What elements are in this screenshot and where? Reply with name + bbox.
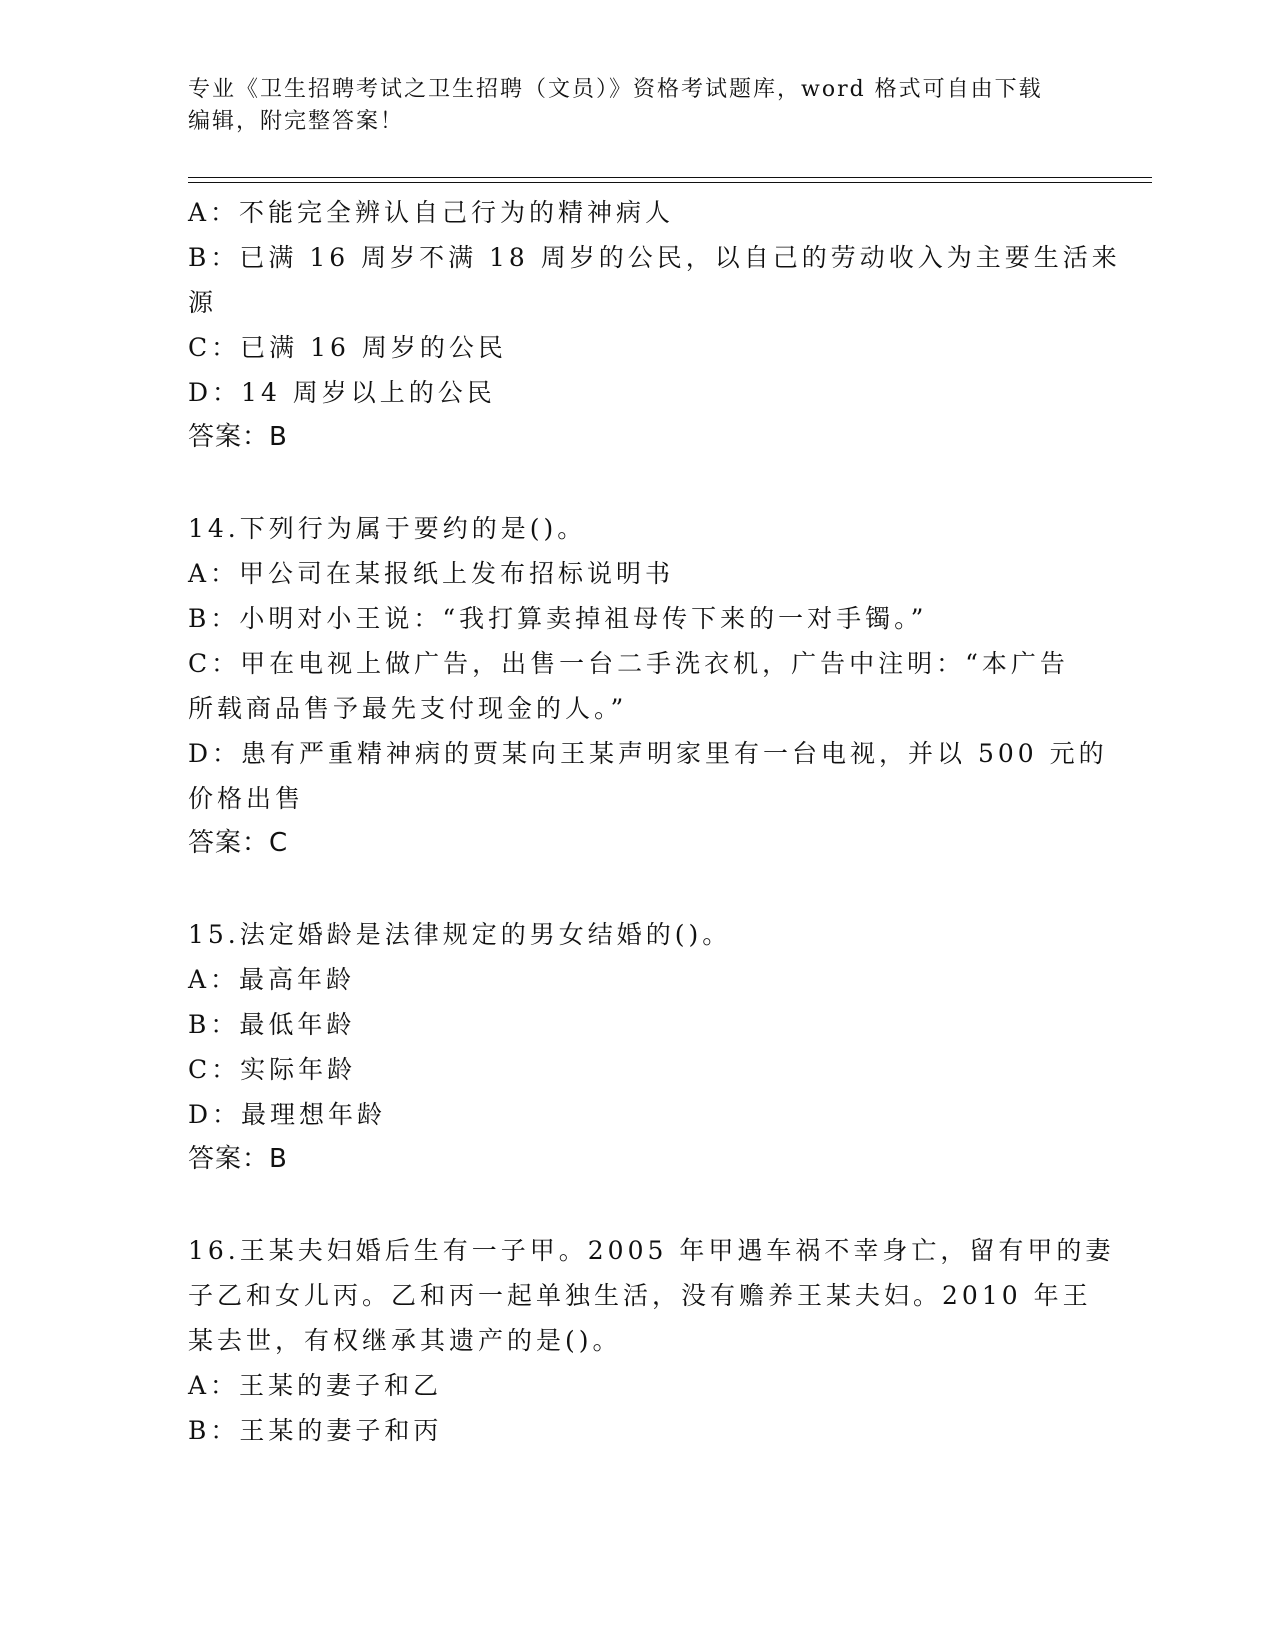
q14-option-d-line-2: 价格出售 (188, 784, 305, 813)
q13-option-a: A：不能完全辨认自己行为的精神病人 (188, 198, 675, 227)
q15-answer: 答案：B (188, 1144, 288, 1174)
spacer (188, 866, 1088, 912)
header-title-line-2: 编辑，附完整答案！ (188, 109, 405, 134)
q16-question-line-3: 某去世，有权继承其遗产的是()。 (188, 1326, 622, 1355)
q13-option-b-line-2: 源 (188, 288, 218, 317)
q16-option-b: B：王某的妻子和丙 (188, 1416, 443, 1445)
q15-question: 15.法定婚龄是法律规定的男女结婚的()。 (188, 920, 732, 949)
q15-option-a: A：最高年龄 (188, 965, 356, 994)
spacer (188, 460, 1088, 506)
question-16 (188, 1228, 1115, 1453)
q14-option-d-line-1: D：患有严重精神病的贾某向王某声明家里有一台电视，并以 500 元的 (188, 739, 1108, 768)
q13-option-b-line-1: B：已满 16 周岁不满 18 周岁的公民，以自己的劳动收入为主要生活来 (188, 243, 1121, 272)
question-content (188, 190, 1121, 1453)
header-title-line-1: 专业《卫生招聘考试之卫生招聘（文员）》资格考试题库，word 格式可自由下载 (188, 77, 1043, 102)
q14-answer: 答案：C (188, 828, 289, 858)
q16-option-a: A：王某的妻子和乙 (188, 1371, 443, 1400)
q16-question-line-2: 子乙和女儿丙。乙和丙一起单独生活，没有赡养王某夫妇。2010 年王 (188, 1281, 1092, 1310)
q15-option-b: B：最低年龄 (188, 1010, 356, 1039)
spacer (188, 1182, 1088, 1228)
q16-question-line-1: 16.王某夫妇婚后生有一子甲。2005 年甲遇车祸不幸身亡，留有甲的妻 (188, 1236, 1115, 1265)
header-divider-top (188, 177, 1152, 178)
q14-question: 14.下列行为属于要约的是()。 (188, 514, 587, 543)
q13-answer: 答案：B (188, 422, 288, 452)
q14-option-b: B：小明对小王说：“我打算卖掉祖母传下来的一对手镯。” (188, 604, 928, 633)
header-divider-bottom (188, 182, 1152, 183)
q13-option-d: D：14 周岁以上的公民 (188, 378, 496, 407)
q13-option-c: C：已满 16 周岁的公民 (188, 333, 507, 362)
q15-option-c: C：实际年龄 (188, 1055, 357, 1084)
q15-option-d: D：最理想年龄 (188, 1100, 387, 1129)
q14-option-c-line-2: 所载商品售予最先支付现金的人。” (188, 694, 628, 723)
document-header (188, 74, 1088, 138)
q14-option-a: A：甲公司在某报纸上发布招标说明书 (188, 559, 675, 588)
q14-option-c-line-1: C：甲在电视上做广告，出售一台二手洗衣机，广告中注明：“本广告 (188, 649, 1069, 678)
question-15 (188, 912, 1088, 1182)
question-13-partial (188, 190, 1121, 460)
question-14 (188, 506, 1108, 866)
